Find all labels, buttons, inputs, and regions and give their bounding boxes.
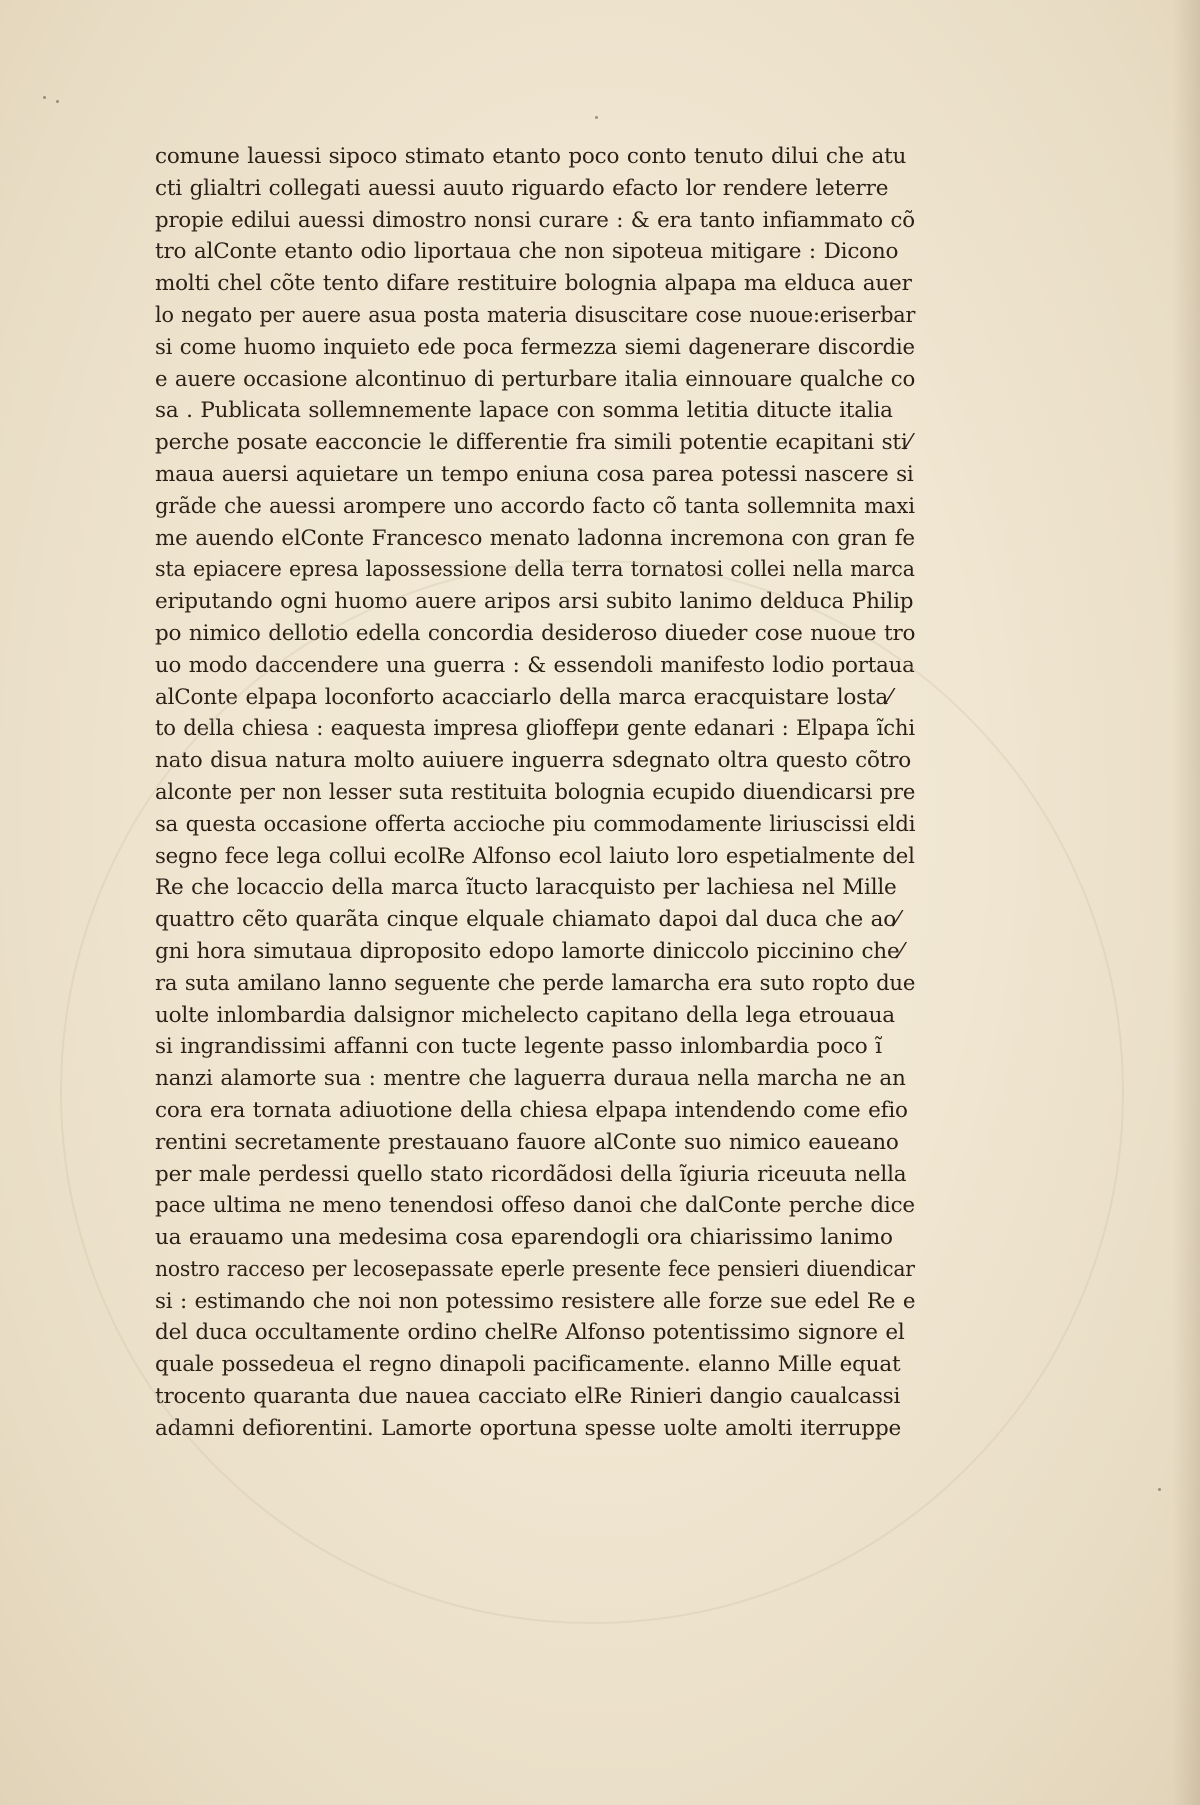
text-line: uo modo daccendere una guerra : & essendoli manifesto lodio portaua [155, 652, 915, 678]
text-line: po nimico dellotio edella concordia desideroso diueder cose nuoue tro [155, 620, 916, 646]
text-line: alconte per non lesser suta restituita bolognia ecupido diuendicarsi pre [155, 779, 916, 805]
text-line: adamni defiorentini. Lamorte oportuna spesse uolte amolti iterruppe [155, 1415, 902, 1441]
text-line: quattro cẽto quarãta cinque elquale chiamato dapoi dal duca che ao⁄ [155, 907, 900, 933]
text-line: grãde che auessi arompere uno accordo facto cõ tanta sollemnita maxi [155, 493, 915, 519]
text-line: cora era tornata adiuotione della chiesa elpapa intendendo come efio [155, 1097, 908, 1123]
text-line: comune lauessi sipoco stimato etanto poco conto tenuto dilui che atu [155, 144, 907, 169]
text-line: uolte inlombardia dalsignor michelecto capitano della lega etrouaua [155, 1002, 895, 1028]
text-line: si ingrandissimi affanni con tucte legente passo inlombardia poco ĩ [155, 1034, 882, 1060]
text-line: perche posate eacconcie le differentie fra simili potentie ecapitani sti⁄ [155, 430, 911, 456]
ink-speck [56, 100, 59, 103]
text-line: pace ultima ne meno tenendosi offeso danoi che dalConte perche dice [155, 1193, 915, 1219]
text-line: e auere occasione alcontinuo di perturbare italia einnouare qualche co [155, 366, 916, 392]
text-line: ra suta amilano lanno seguente che perde lamarcha era suto ropto due [155, 970, 916, 996]
text-line: nato disua natura molto auiuere inguerra sdegnato oltra questo cõtro [155, 748, 911, 774]
text-line: propie edilui auessi dimostro nonsi curare : & era tanto infiammato cõ [155, 207, 915, 233]
text-line: sta epiacere epresa lapossessione della terra tornatosi collei nella marca [155, 557, 915, 583]
text-line: trocento quaranta due naueа cacciato elRe Rinieri dangio caualcassi [155, 1384, 901, 1410]
text-line: ua erauamo una medesima cosa eparendogli ora chiarissimo lanimo [155, 1225, 893, 1251]
text-line: alConte elpapa loconforto acacciarlo della marca eracquistare losta⁄ [155, 684, 892, 710]
text-line: per male perdessi quello stato ricordãdosi della ĩgiuria riceuuta nella [155, 1161, 907, 1187]
text-line: to della chiesa : eaquesta impresa glioffери gente edanari : Elpapa ĩchi [155, 716, 915, 742]
text-line: segno fece lega collui ecolRe Alfonso ecol laiuto loro espetialmente del [155, 843, 915, 869]
text-line: tro alConte etanto odio liportaua che non sipoteua mitigare : Dicono [155, 239, 899, 265]
ink-speck [43, 96, 46, 99]
text-line: lo negato per auere asua posta materia disuscitare cose nuoue:eriserbar [155, 302, 916, 328]
text-line: nanzi alamorte sua : mentre che laguerra duraua nella marcha ne an [155, 1066, 906, 1092]
page-edge-shadow [1172, 0, 1200, 1805]
text-line: si : estimando che noi non potessimo resistere alle forze sue edel Re e [155, 1288, 916, 1314]
text-line: rentini secretamente prestauano fauore alConte suo nimico eaueano [155, 1129, 899, 1155]
ink-speck [1158, 1488, 1161, 1491]
body-text [155, 141, 915, 1445]
text-line: cti glialtri collegati auessi auuto riguardo efacto lor rendere leterre [155, 175, 889, 201]
text-line: eriputando ogni huomo auere aripos arsi subito lanimo delduca Philip [155, 589, 914, 615]
text-line: del duca occultamente ordino chelRe Alfonso potentissimo signore el [155, 1320, 905, 1346]
text-line: gni hora simutaua dipropositо edopo lamorte diniccolo piccinino che⁄ [155, 938, 903, 964]
text-line: quale possedeua el regno dinapoli pacificamente. elanno Mille equat [155, 1352, 901, 1378]
text-line: Re che locaccio della marca ĩtucto laracquisto per lachiesa nel Mille [155, 875, 897, 901]
text-line: maua auersi aquietare un tempo eniuna cosa parea potessi nascere si [155, 461, 914, 487]
text-line: molti chel cõte tento difare restituire bolognia alpapa ma elduca auer [155, 271, 912, 297]
text-line: nostro racceso per lecosepassate eperle presente fece pensieri diuendicar [155, 1256, 915, 1282]
text-line: me auendo elConte Francesco menato ladonna incremona con gran fe [155, 525, 915, 551]
text-line: sa questa occasione offerta accioche piu commodamente liriuscissi eldi [155, 811, 916, 837]
text-line: si come huomo inquieto ede poca fermezza siemi dagenerare discordie [155, 334, 915, 360]
ink-speck [595, 116, 598, 119]
text-line: sa . Publicata sollemnemente lapace con somma letitia ditucte italia [155, 398, 893, 424]
